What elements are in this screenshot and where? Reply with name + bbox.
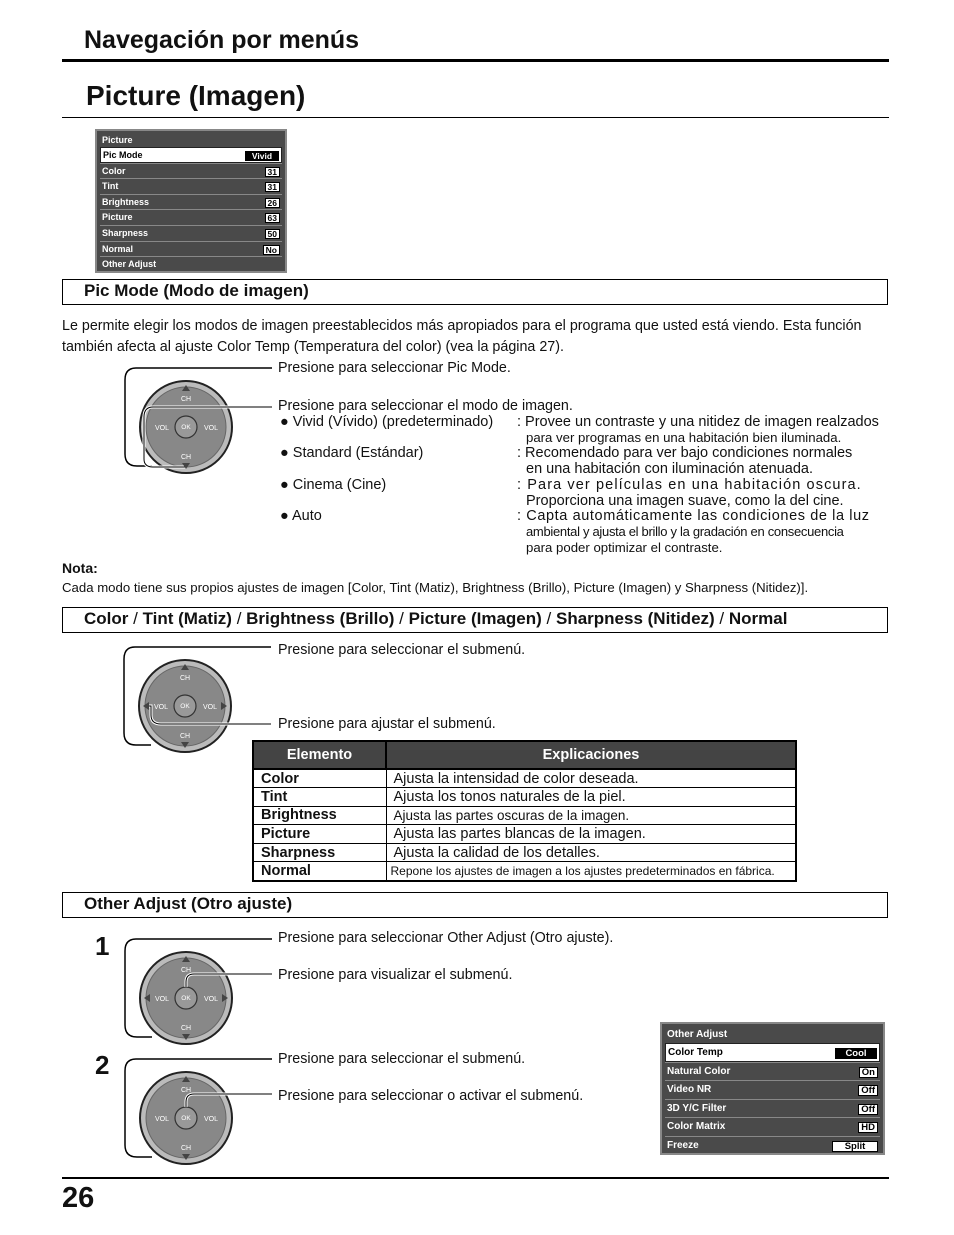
element-table [252,740,797,882]
table-cell-explanation: Ajusta las partes blancas de la imagen. [386,825,796,844]
press-adjust-submenu: Presione para ajustar el submenú. [278,716,496,732]
table-cell-explanation: Ajusta la intensidad de color deseada. [386,769,796,788]
table-cell-explanation: Ajusta las partes oscuras de la imagen. [386,806,796,825]
osd-row-value: Off [858,1104,878,1115]
table-row [253,862,796,881]
mode-vivid: ● Vivid (Vívido) (predeterminado) [280,414,494,430]
osd-row-label: Color Temp [668,1047,723,1058]
table-row [253,806,796,825]
remote-ok-label: OK [181,1115,191,1122]
osd-row-value: No [263,245,280,255]
table-row [253,843,796,862]
osd-row-natural-color[interactable] [665,1062,880,1081]
osd-row-label: Natural Color [667,1065,731,1077]
osd-row-label: Tint [102,181,119,192]
remote-control-diagram [122,1057,282,1165]
remote-vol-label: VOL [202,704,218,711]
osd-row-normal[interactable] [100,241,282,257]
osd-row-label: Video NR [667,1084,712,1095]
remote-ok-label: OK [181,424,191,431]
mode-standard-desc [517,445,889,477]
remote-control-diagram [122,937,282,1045]
mode-auto: ● Auto [280,508,322,524]
remote-vol-label: VOL [154,425,170,432]
heading-separator: / [128,609,143,628]
remote-ch-label: CH [180,1145,192,1152]
mode-standard: ● Standard (Estándar) [280,445,424,461]
heading-separator: / [714,609,729,628]
pic-mode-heading: Pic Mode (Modo de imagen) [62,279,888,305]
heading-part: Normal [728,609,788,628]
heading-part: Tint (Matiz) [142,609,232,628]
table-cell-element: Brightness [253,806,386,825]
osd-row-value: On [859,1067,878,1078]
remote-vol-label: VOL [203,425,219,432]
osd-row-value: HD [858,1122,878,1133]
note-text: Cada modo tiene sus propios ajustes de imagen [Color, Tint (Matiz), Brightness (Brillo), Picture (Imagen) y Sharpness (Nitidez)]. [62,580,809,595]
title-rule [62,117,889,118]
heading-separator: / [394,609,409,628]
osd-row-3d-yc-filter[interactable] [665,1099,880,1118]
osd-row-label: Picture [102,212,133,223]
remote-vol-label: VOL [153,704,169,711]
osd-row-freeze[interactable] [665,1136,880,1155]
mode-desc-line: : Capta automáticamente las condiciones de la luz [517,508,870,524]
remote-ok-label: OK [180,703,190,710]
mode-vivid-desc [517,414,889,446]
osd-row-other-adjust[interactable] [100,256,282,272]
remote-control-diagram [121,645,281,753]
other-adjust-osd-menu [660,1022,885,1155]
osd-row-value: 31 [265,182,280,192]
mode-cinema: ● Cinema (Cine) [280,477,387,493]
osd-row-label: Freeze [667,1139,699,1151]
press-select-mode: Presione para seleccionar el modo de imagen. [278,398,573,414]
osd-row-picture[interactable] [100,209,282,225]
heading-part: Color [84,609,129,628]
press-show-submenu: Presione para visualizar el submenú. [278,967,513,983]
press-select-submenu: Presione para seleccionar el submenú. [278,642,526,658]
remote-vol-label: VOL [203,1116,219,1123]
table-cell-explanation: Repone los ajustes de imagen a los ajustes predeterminados en fábrica. [386,862,796,881]
press-select-submenu-2: Presione para seleccionar el submenú. [278,1051,526,1067]
heading-part: Sharpness (Nitidez) [555,609,715,628]
remote-ch-label: CH [179,733,191,740]
osd-row-value: 26 [265,198,280,208]
remote-ch-label: CH [180,1025,192,1032]
table-row [253,769,796,788]
mode-auto-desc [517,508,889,556]
remote-ch-label: CH [180,454,192,461]
osd-row-value: Off [858,1085,878,1096]
table-cell-element: Color [253,769,386,788]
table-row [253,788,796,807]
header-rule [62,59,889,62]
table-cell-element: Normal [253,862,386,881]
section-title: Navegación por menús [84,26,360,54]
mode-desc-line: en una habitación con iluminación atenuada. [526,461,813,477]
osd-row-label: Color [102,165,126,176]
heading-part: Picture (Imagen) [408,609,542,628]
mode-desc-line: : Provee un contraste y una nitidez de imagen realzados [517,414,879,430]
remote-ch-label: CH [180,1087,192,1094]
table-header-element: Elemento [253,741,386,769]
osd-row-value: 63 [265,213,280,223]
picture-osd-menu [95,129,287,273]
osd-row-color[interactable] [100,163,282,179]
osd-row-value: 31 [265,167,280,177]
page-number: 26 [62,1182,95,1214]
heading-separator: / [231,609,247,628]
remote-ch-label: CH [180,967,192,974]
osd-row-value: Split [832,1141,878,1152]
adjust-heading [62,607,888,633]
mode-desc-line: : Para ver películas en una habitación oscura. [517,477,862,493]
osd-row-label: Other Adjust [102,259,157,270]
heading-separator: / [541,609,556,628]
osd-row-tint[interactable] [100,178,282,194]
osd-row-label: Brightness [102,196,150,207]
press-select-pic-mode: Presione para seleccionar Pic Mode. [278,360,511,376]
mode-desc-line: ambiental y ajusta el brillo y la gradación en consecuencia [526,524,844,539]
press-select-other-adjust: Presione para seleccionar Other Adjust (Otro ajuste). [278,930,614,946]
osd-row-value: 50 [265,229,280,239]
table-row [253,825,796,844]
osd-row-label: Color Matrix [667,1121,726,1132]
other-adjust-heading: Other Adjust (Otro ajuste) [62,892,888,918]
table-header-explanation: Explicaciones [386,741,796,769]
osd-row-color-matrix[interactable] [665,1117,880,1136]
pic-mode-intro: Le permite elegir los modos de imagen preestablecidos más apropiados para el programa que usted está viendo. Esta función también afecta al ajuste Color Temp (Temperatura del color) (vea la página 27). [62,318,862,355]
osd-row-video-nr[interactable] [665,1080,880,1099]
osd-row-pic-mode[interactable] [100,147,282,163]
remote-ch-label: CH [180,396,192,403]
osd-row-value: Cool [835,1048,877,1059]
table-cell-element: Sharpness [253,843,386,862]
table-cell-element: Picture [253,825,386,844]
remote-vol-label: VOL [154,996,170,1003]
osd-row-sharpness[interactable] [100,225,282,241]
step-number: 2 [95,1050,110,1080]
remote-control-diagram [122,366,282,474]
step-number: 1 [95,931,110,961]
page-title: Picture (Imagen) [86,80,306,111]
osd-menu-title: Picture [102,135,133,145]
remote-ch-label: CH [179,675,191,682]
osd-row-label: 3D Y/C Filter [667,1102,727,1114]
osd-row-color-temp[interactable] [665,1043,880,1062]
table-cell-element: Tint [253,788,386,807]
remote-vol-label: VOL [154,1116,170,1123]
osd-menu-title: Other Adjust [667,1029,728,1040]
heading-part: Brightness (Brillo) [246,609,395,628]
table-cell-explanation: Ajusta los tonos naturales de la piel. [386,788,796,807]
osd-row-label: Sharpness [102,227,149,238]
mode-cinema-desc [517,477,889,509]
mode-desc-line: : Recomendado para ver bajo condiciones normales [517,445,853,461]
osd-row-value: Vivid [245,151,279,161]
mode-desc-line: Proporciona una imagen suave, como la del cine. [526,493,844,509]
mode-desc-line: para poder optimizar el contraste. [526,540,723,555]
footer-rule [62,1177,889,1179]
mode-desc-line: para ver programas en una habitación bien iluminada. [526,430,842,445]
osd-row-label: Pic Mode [103,150,143,160]
osd-row-brightness[interactable] [100,194,282,210]
table-cell-explanation: Ajusta la calidad de los detalles. [386,843,796,862]
remote-vol-label: VOL [203,996,219,1003]
osd-row-label: Normal [102,243,134,254]
press-activate-submenu: Presione para seleccionar o activar el submenú. [278,1088,584,1104]
note-title: Nota: [62,560,98,576]
remote-ok-label: OK [181,995,191,1002]
